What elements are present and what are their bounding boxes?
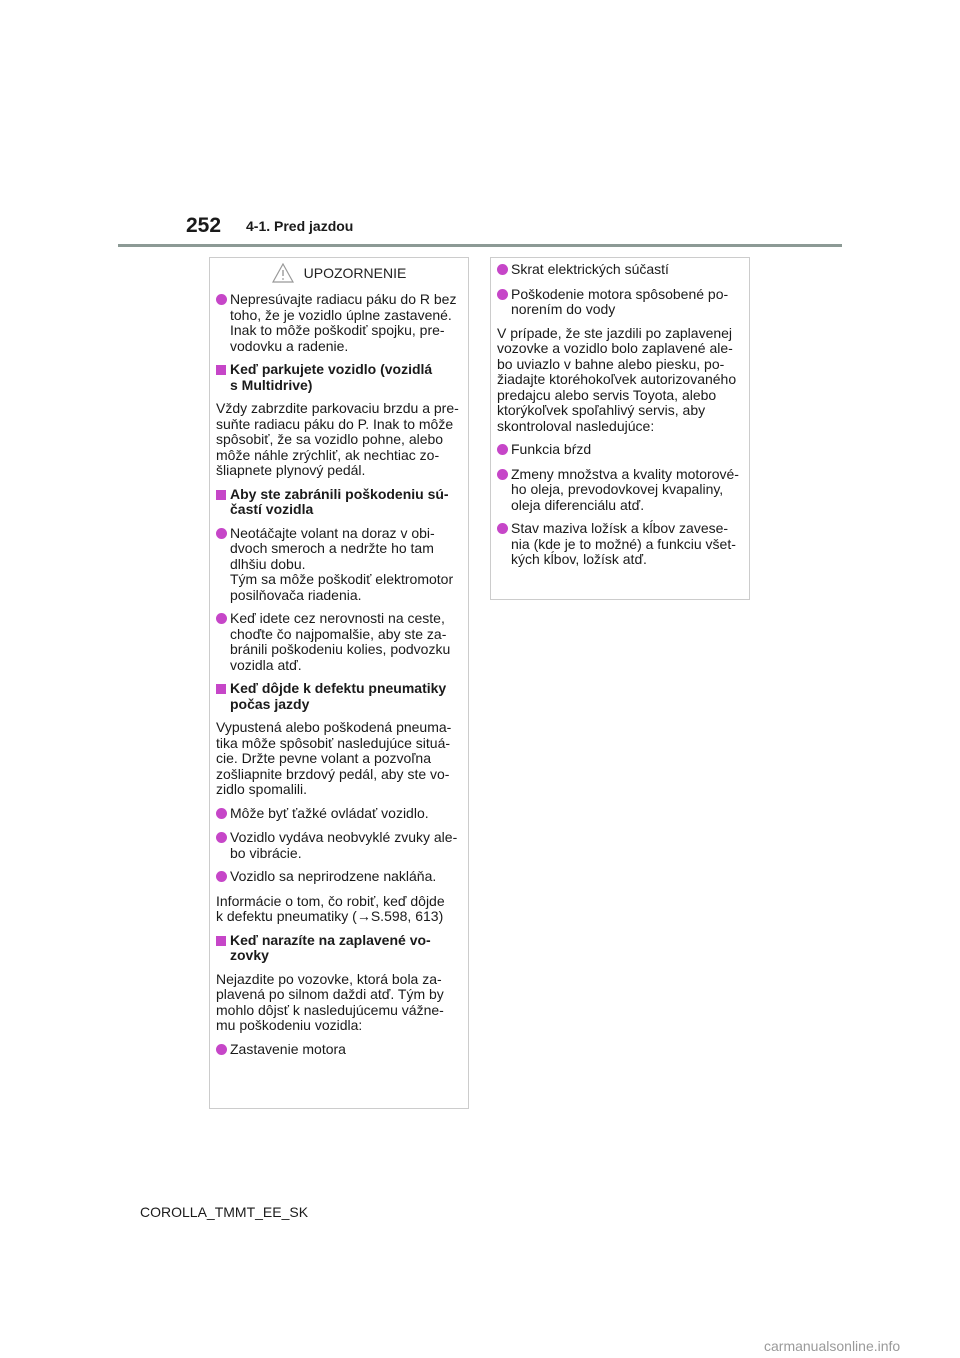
page-number: 252	[186, 214, 222, 237]
bullet-item	[497, 521, 743, 568]
bullet-item	[497, 287, 743, 318]
bullet-text: Vozidlo sa neprirodzene nakláňa.	[230, 868, 437, 884]
subheading-text: Keď narazíte na zaplavené vo- zovky	[230, 931, 431, 963]
bullet-text: Zmeny množstva a kvality motorové- ho oleja, prevodovkovej kvapaliny, oleja diferenciálu atď.	[511, 465, 739, 513]
bullet-item	[497, 262, 743, 279]
round-bullet-icon	[216, 1042, 230, 1059]
warning-items-continued	[497, 262, 743, 568]
bullet-text: Funkcia bŕzd	[511, 441, 592, 457]
section-title: 4-1. Pred jazdou	[246, 218, 354, 234]
square-bullet-icon	[216, 362, 230, 393]
square-bullet-icon	[216, 487, 230, 518]
round-bullet-icon	[497, 262, 511, 279]
subheading	[216, 487, 462, 518]
bullet-text: Vozidlo vydáva neobvyklé zvuky ale- bo vibrácie.	[230, 829, 458, 861]
subheading-text: Keď dôjde k defektu pneumatiky počas jazdy	[230, 680, 447, 712]
bullet-item	[216, 292, 462, 354]
round-bullet-icon	[216, 830, 230, 861]
round-bullet-icon	[216, 869, 230, 886]
round-bullet-icon	[497, 287, 511, 318]
bullet-text: Poškodenie motora spôsobené po- norením do vody	[511, 285, 729, 317]
bullet-item	[216, 869, 462, 886]
subheading	[216, 933, 462, 964]
warning-items	[216, 292, 462, 1058]
bullet-text: Skrat elektrických súčastí	[511, 261, 669, 277]
footer-model-code: COROLLA_TMMT_EE_SK	[140, 1204, 309, 1220]
subheading-text: Aby ste zabránili poškodeniu sú- častí vozidla	[230, 485, 449, 517]
bullet-item	[216, 1042, 462, 1059]
paragraph: V prípade, že ste jazdili po zaplavenej vozovke a vozidlo bolo zaplavené ale- bo uviazlo v bahne alebo piesku, po- žiadajte ktoréhokoľvek autorizovaného predajcu alebo servis Toyota, alebo ktorýkoľvek spoľahlivý servis, aby skontroloval nasledujúce:	[497, 324, 737, 434]
round-bullet-icon	[497, 521, 511, 568]
round-bullet-icon	[497, 467, 511, 514]
bullet-text: Môže byť ťažké ovládať vozidlo.	[230, 804, 429, 821]
bullet-text: Zastavenie motora	[230, 1040, 346, 1057]
paragraph: Informácie o tom, čo robiť, keď dôjde k defektu pneumatiky (→S.598, 613)	[216, 892, 445, 924]
round-bullet-icon	[497, 442, 511, 459]
bullet-text: Keď idete cez nerovnosti na ceste, choďte čo najpomalšie, aby ste za- bránili poškodeniu kolies, podvozku vozidla atď.	[230, 610, 451, 673]
watermark: carmanualsonline.info	[764, 1338, 901, 1354]
warning-triangle-icon	[272, 263, 294, 283]
warning-title: UPOZORNENIE	[303, 265, 407, 281]
round-bullet-icon	[216, 292, 230, 354]
subheading	[216, 681, 462, 712]
bullet-item	[216, 806, 462, 823]
paragraph: Vypustená alebo poškodená pneuma- tika môže spôsobiť nasledujúce situá- cie. Držte pevne volant a pozvoľna zošliapnite brzdový pedál, aby ste vo- zidlo spomalili.	[216, 719, 452, 797]
square-bullet-icon	[216, 933, 230, 964]
warning-box	[209, 257, 469, 1109]
bullet-text: Neotáčajte volant na doraz v obi- dvoch smeroch a nedržte ho tam dlhšiu dobu. Tým sa môže poškodiť elektromotor posilňovača riadenia.	[230, 524, 454, 603]
warning-header	[210, 258, 468, 288]
square-bullet-icon	[216, 681, 230, 712]
bullet-item	[216, 611, 462, 673]
round-bullet-icon	[216, 806, 230, 823]
round-bullet-icon	[216, 611, 230, 673]
paragraph: Nejazdite po vozovke, ktorá bola za- plavená po silnom daždi atď. Tým by mohlo dôjsť k nasledujúcemu vážne- mu poškodeniu vozidla:	[216, 970, 444, 1033]
round-bullet-icon	[216, 526, 230, 604]
bullet-text: Stav maziva ložísk a kĺbov zavese- nia (kde je to možné) a funkciu všet- kých kĺbov, ložísk atď.	[511, 520, 736, 567]
bullet-item	[497, 442, 743, 459]
warning-box-continued	[490, 257, 750, 600]
subheading	[216, 362, 462, 393]
bullet-item	[216, 830, 462, 861]
header-rule	[118, 244, 842, 247]
bullet-text: Nepresúvajte radiacu páku do R bez toho, že je vozidlo úplne zastavené. Inak to môže poškodiť spojku, pre- vodovku a radenie.	[230, 291, 457, 354]
subheading-text: Keď parkujete vozidlo (vozidlá s Multidrive)	[230, 361, 433, 393]
bullet-item	[497, 467, 743, 514]
bullet-item	[216, 526, 462, 604]
paragraph: Vždy zabrzdite parkovaciu brzdu a pre- suňte radiacu páku do P. Inak to môže spôsobiť, že sa vozidlo pohne, alebo môže náhle zrýchliť, ak nechtiac zo- šliapnete plynový pedál.	[216, 400, 459, 478]
